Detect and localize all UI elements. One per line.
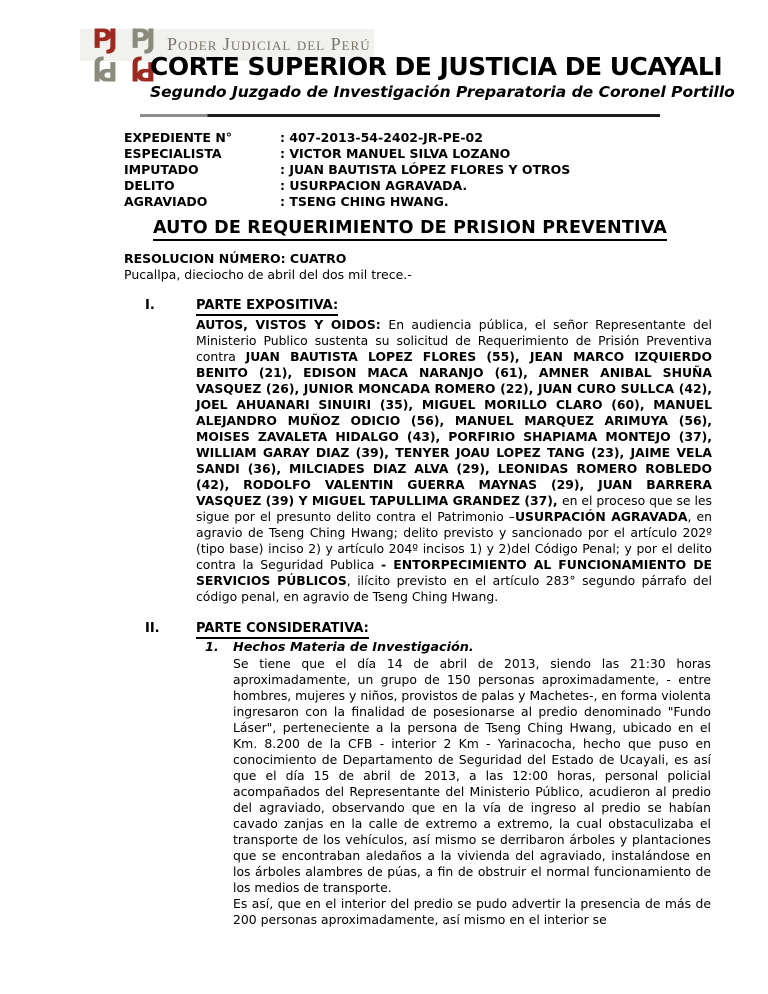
case-label: IMPUTADO: [124, 162, 199, 177]
case-label: EXPEDIENTE N°: [124, 130, 233, 145]
court-title: CORTE SUPERIOR DE JUSTICIA DE UCAYALI: [150, 52, 723, 81]
case-info-row: [124, 146, 768, 162]
case-value: : 407-2013-54-2402-JR-PE-02: [280, 130, 483, 145]
case-label: AGRAVIADO: [124, 194, 208, 209]
section-numeral: II.: [145, 621, 160, 636]
pj-monogram-icon: PJ: [92, 24, 114, 55]
case-info-row: [124, 130, 768, 146]
pj-monogram-icon: PJ: [96, 55, 118, 86]
section-considerativa-heading: [145, 620, 768, 639]
document-body: [0, 128, 768, 928]
resolution-dateline: Pucallpa, dieciocho de abril del dos mil trece.-: [124, 267, 412, 282]
section-numeral: I.: [145, 298, 155, 313]
case-label: ESPECIALISTA: [124, 146, 222, 161]
case-value: : JUAN BAUTISTA LÓPEZ FLORES Y OTROS: [280, 162, 571, 177]
pj-monogram-icon: PJ: [130, 24, 152, 55]
resolution-block: [124, 251, 768, 283]
subsection-heading: Hechos Materia de Investigación.: [233, 640, 474, 655]
section-expositiva-heading: [145, 297, 768, 316]
header-rule: [140, 114, 660, 117]
case-info-row: [124, 178, 768, 194]
case-info-row: [124, 194, 768, 210]
pj-monogram-icon: PJ: [134, 55, 156, 86]
expositiva-paragraph: AUTOS, VISTOS Y OIDOS: En audiencia pública, el señor Representante del Ministerio Publico sustenta su solicitud de Requerimiento de Prisión Preventiva contra JUAN BAUTISTA LOPEZ FLORES (55), JEAN MARCO IZQUIERDO BENITO (21), EDISON MACA NARANJO (61), AMNER ANIBAL SHUÑA VASQUEZ (26), JUNIOR MONCADA ROMERO (22), JUAN CURO SULLCA (42), JOEL AHUANARI SINUIRI (35), MIGUEL MORILLO CLARO (60), MANUEL ALEJANDRO MUÑOZ ODICIO (56), MANUEL MARQUEZ ARIMUYA (56), MOISES ZAVALETA HIDALGO (43), PORFIRIO SHAPIAMA MONTEJO (37), WILLIAM GARAY DIAZ (39), TENYER JOAU LOPEZ TANG (23), JAIME VELA SANDI (36), MILCIADES DIAZ ALVA (29), LEONIDAS ROMERO ROBLEDO (42), RODOLFO VALENTIN GUERRA MAYNAS (29), JUAN BARRERA VASQUEZ (39) Y MIGUEL TAPULLIMA GRANDEZ (37), en el proceso que se les sigue por el presunto delito contra el Patrimonio –USURPACIÓN AGRAVADA, en agravio de Tseng Ching Hwang; delito previsto y sancionado por el artículo 202º (tipo base) inciso 2) y artículo 204º incisos 1) y 2)del Código Penal; y por el delito contra la Seguridad Publica - ENTORPECIMIENTO AL FUNCIONAMIENTO DE SERVICIOS PÚBLICOS, ilícito previsto en el artículo 283° segundo párrafo del código penal, en agravio de Tseng Ching Hwang.: [196, 317, 713, 604]
case-info-row: [124, 162, 768, 178]
considerativa-paragraph: Es así, que en el interior del predio se pudo advertir la presencia de más de 200 personas aproximadamente, así mismo en el interior se: [233, 896, 711, 927]
case-value: : USURPACION AGRAVADA.: [280, 178, 468, 193]
section-heading: PARTE CONSIDERATIVA:: [196, 620, 369, 639]
case-value: : TSENG CHING HWANG.: [280, 194, 449, 209]
subsection-heading-row: [205, 640, 768, 656]
case-value: : VICTOR MANUEL SILVA LOZANO: [280, 146, 511, 161]
case-info: [124, 130, 768, 210]
considerativa-paragraph: Se tiene que el día 14 de abril de 2013, siendo las 21:30 horas aproximadamente, un grupo de 150 personas aproximadamente, - entre hombres, mujeres y niños, provistos de palas y Machetes-, en forma violenta ingresaron con la finalidad de posesionarse al predio denominado "Fundo Láser", perteneciente a la persona de Tseng Ching Hwang, ubicado en el Km. 8.200 de la CFB - interior 2 Km - Yarinacocha, hecho que puso en conocimiento de Departamento de Seguridad del Estado de Ucayali, es así que el día 15 de abril de 2013, a las 12:00 horas, personal policial acompañados del Representante del Ministerio Público, acudieron al predio del agraviado, observando que en la vía de ingreso al predio se habían cavado zanjas en la calle de extremo a extremo, la cual obstaculizaba el transporte de los vehículos, así mismo se derribaron árboles y plantaciones que se encontraban aledaños a la vivienda del agraviado, instalándose en los árboles alambres de púas, a fin de obstruir el normal funcionamiento de los medios de transporte.: [233, 656, 711, 895]
case-label: DELITO: [124, 178, 175, 193]
doc-title: [100, 218, 720, 238]
section-heading: PARTE EXPOSITIVA:: [196, 297, 338, 316]
resolution-number: RESOLUCION NÚMERO: CUATRO: [124, 251, 347, 266]
doc-title-text: AUTO DE REQUERIMIENTO DE PRISION PREVENTIVA: [153, 218, 667, 241]
subsection-number: 1.: [205, 640, 219, 655]
agency-name: Poder Judicial del Perú: [167, 34, 371, 54]
court-subtitle: Segundo Juzgado de Investigación Preparatoria de Coronel Portillo: [150, 83, 735, 101]
